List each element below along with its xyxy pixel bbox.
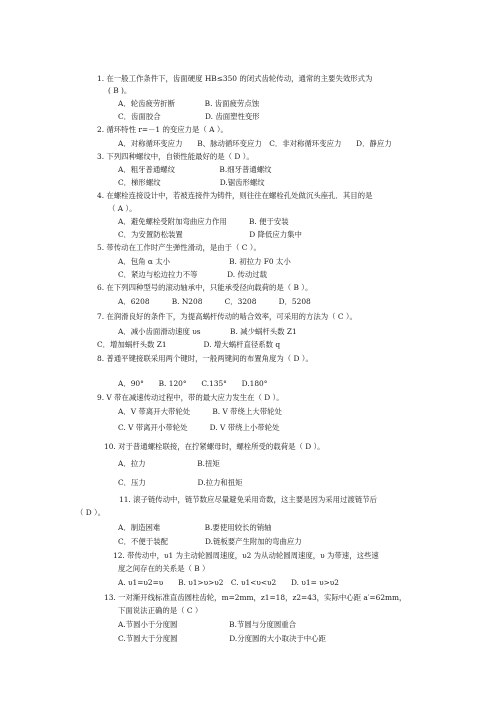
question-4-options-ab: A．避免螺栓受附加弯曲应力作用 B. 便于安装 bbox=[118, 217, 289, 226]
question-9-options-ab: A．V 带离开大带轮处 B. V 带绕上大带轮处 bbox=[118, 407, 282, 416]
question-7-options-ab: A．减小齿面滑动速度 υs B. 减少蜗杆头数 Z1 bbox=[118, 327, 297, 336]
question-4-stem: 4. 在螺栓连接设计中，若被连接件为铸件，则往往在螺栓孔处做沉头座孔．其目的是 bbox=[97, 191, 373, 200]
question-7-options-cd: C．增加蜗杆头数 Z1 D. 增大蜗杆直径系数 q bbox=[97, 340, 281, 349]
question-11-stem: 11. 滚子链传动中，链节数应尽量避免采用奇数，这主要是因为采用过渡链节后 bbox=[119, 495, 377, 504]
question-12-options: A. υ1=υ2=υ B. υ1>υ>υ2 C. υ1<υ<υ2 D. υ1= υ>υ2 bbox=[118, 578, 339, 587]
question-2-stem: 2. 循环特性 r=－1 的变应力是（ A ）。 bbox=[97, 125, 228, 134]
question-6-options: A．6208 B. N208 C．3208 D．5208 bbox=[118, 297, 311, 306]
question-1-answer: ( B )。 bbox=[108, 86, 132, 95]
question-8-stem: 8. 普通平键接联采用两个键时，一般两键间的布置角度为（ D ）。 bbox=[97, 354, 313, 363]
question-7-stem: 7. 在润滑良好的条件下，为提高蜗杆传动的啮合效率，可采用的方法为（ C ）。 bbox=[97, 312, 357, 321]
question-1-options-ab: A．轮齿疲劳折断 B. 齿面疲劳点蚀 bbox=[118, 99, 260, 108]
question-9-stem: 9. V 带在减速传动过程中，带的最大应力发生在（ D ）。 bbox=[97, 393, 284, 402]
question-9-options-cd: C. V 带离开小带轮处 D. V 带绕上小带轮处 bbox=[118, 423, 280, 432]
question-2-options: A．对称循环变应力 B、脉动循环变应力 C．非对称循环变应力 D．静应力 bbox=[118, 139, 392, 148]
question-11-options-cd: C．不便于装配 D.链板要产生附加的弯曲应力 bbox=[118, 537, 302, 546]
question-8-options: A．90° B. 120° C.135° D.180° bbox=[118, 379, 268, 388]
question-13-stem: 13. 一对渐开线标准直齿圆柱齿轮，m=2mm，z1=18，z2=43，实际中心距 a′=62mm， bbox=[104, 593, 407, 602]
question-10-options-ab: A．拉力 B.扭矩 bbox=[118, 459, 220, 468]
question-3-options-ab: A．粗牙普通螺纹 B.细牙普通螺纹 bbox=[118, 165, 272, 174]
question-6-stem: 6. 在下列四种型号的滚动轴承中，只能承受径向载荷的是（ B ）。 bbox=[97, 283, 313, 292]
question-12-stem-cont: 度之间存在的关系是（ B ） bbox=[118, 564, 210, 573]
question-5-options-ab: A．包角 α 太小 B. 初拉力 F0 太小 bbox=[118, 257, 291, 266]
question-12-stem: 12. 带传动中，υ1 为主动轮圆周速度，υ2 为从动轮圆周速度，υ 为带速，这些速 bbox=[113, 551, 379, 560]
question-3-options-cd: C．梯形螺纹 D.锯齿形螺纹 bbox=[118, 178, 265, 187]
question-13-stem-cont: 下面说法正确的是（ C ） bbox=[118, 606, 203, 615]
question-10-options-cd: C．压力 D.拉力和扭矩 bbox=[118, 478, 243, 487]
question-4-options-cd: C．为安置防松装置 D 降低应力集中 bbox=[118, 230, 302, 239]
question-11-options-ab: A．制造困难 B.要使用较长的销轴 bbox=[118, 523, 272, 532]
question-11-answer: （ D ）。 bbox=[76, 508, 106, 517]
question-13-options-cd: C.节圆大于分度圆 D.分度圆的大小取决于中心距 bbox=[118, 634, 326, 643]
question-13-options-ab: A.节圆小于分度圆 B.节圆与分度圆重合 bbox=[118, 620, 297, 629]
question-3-stem: 3. 下列四种螺纹中，自锁性能最好的是（ D ）。 bbox=[97, 152, 254, 161]
question-4-answer: （ A ）。 bbox=[108, 204, 137, 213]
question-5-options-cd: C．紧边与松边拉力不等 D. 传动过载 bbox=[118, 270, 268, 279]
question-1-stem: 1. 在一般工作条件下，齿面硬度 HB≤350 的闭式齿轮传动，通常的主要失效形式为 bbox=[97, 74, 373, 83]
question-10-stem: 10. 对于普通螺栓联接，在拧紧螺母时，螺栓所受的载荷是（ D ）。 bbox=[104, 442, 325, 451]
question-1-options-cd: C．齿面胶合 D. 齿面塑性变形 bbox=[118, 112, 260, 121]
question-5-stem: 5. 带传动在工作时产生弹性滑动，是由于（ C ）。 bbox=[97, 243, 261, 252]
